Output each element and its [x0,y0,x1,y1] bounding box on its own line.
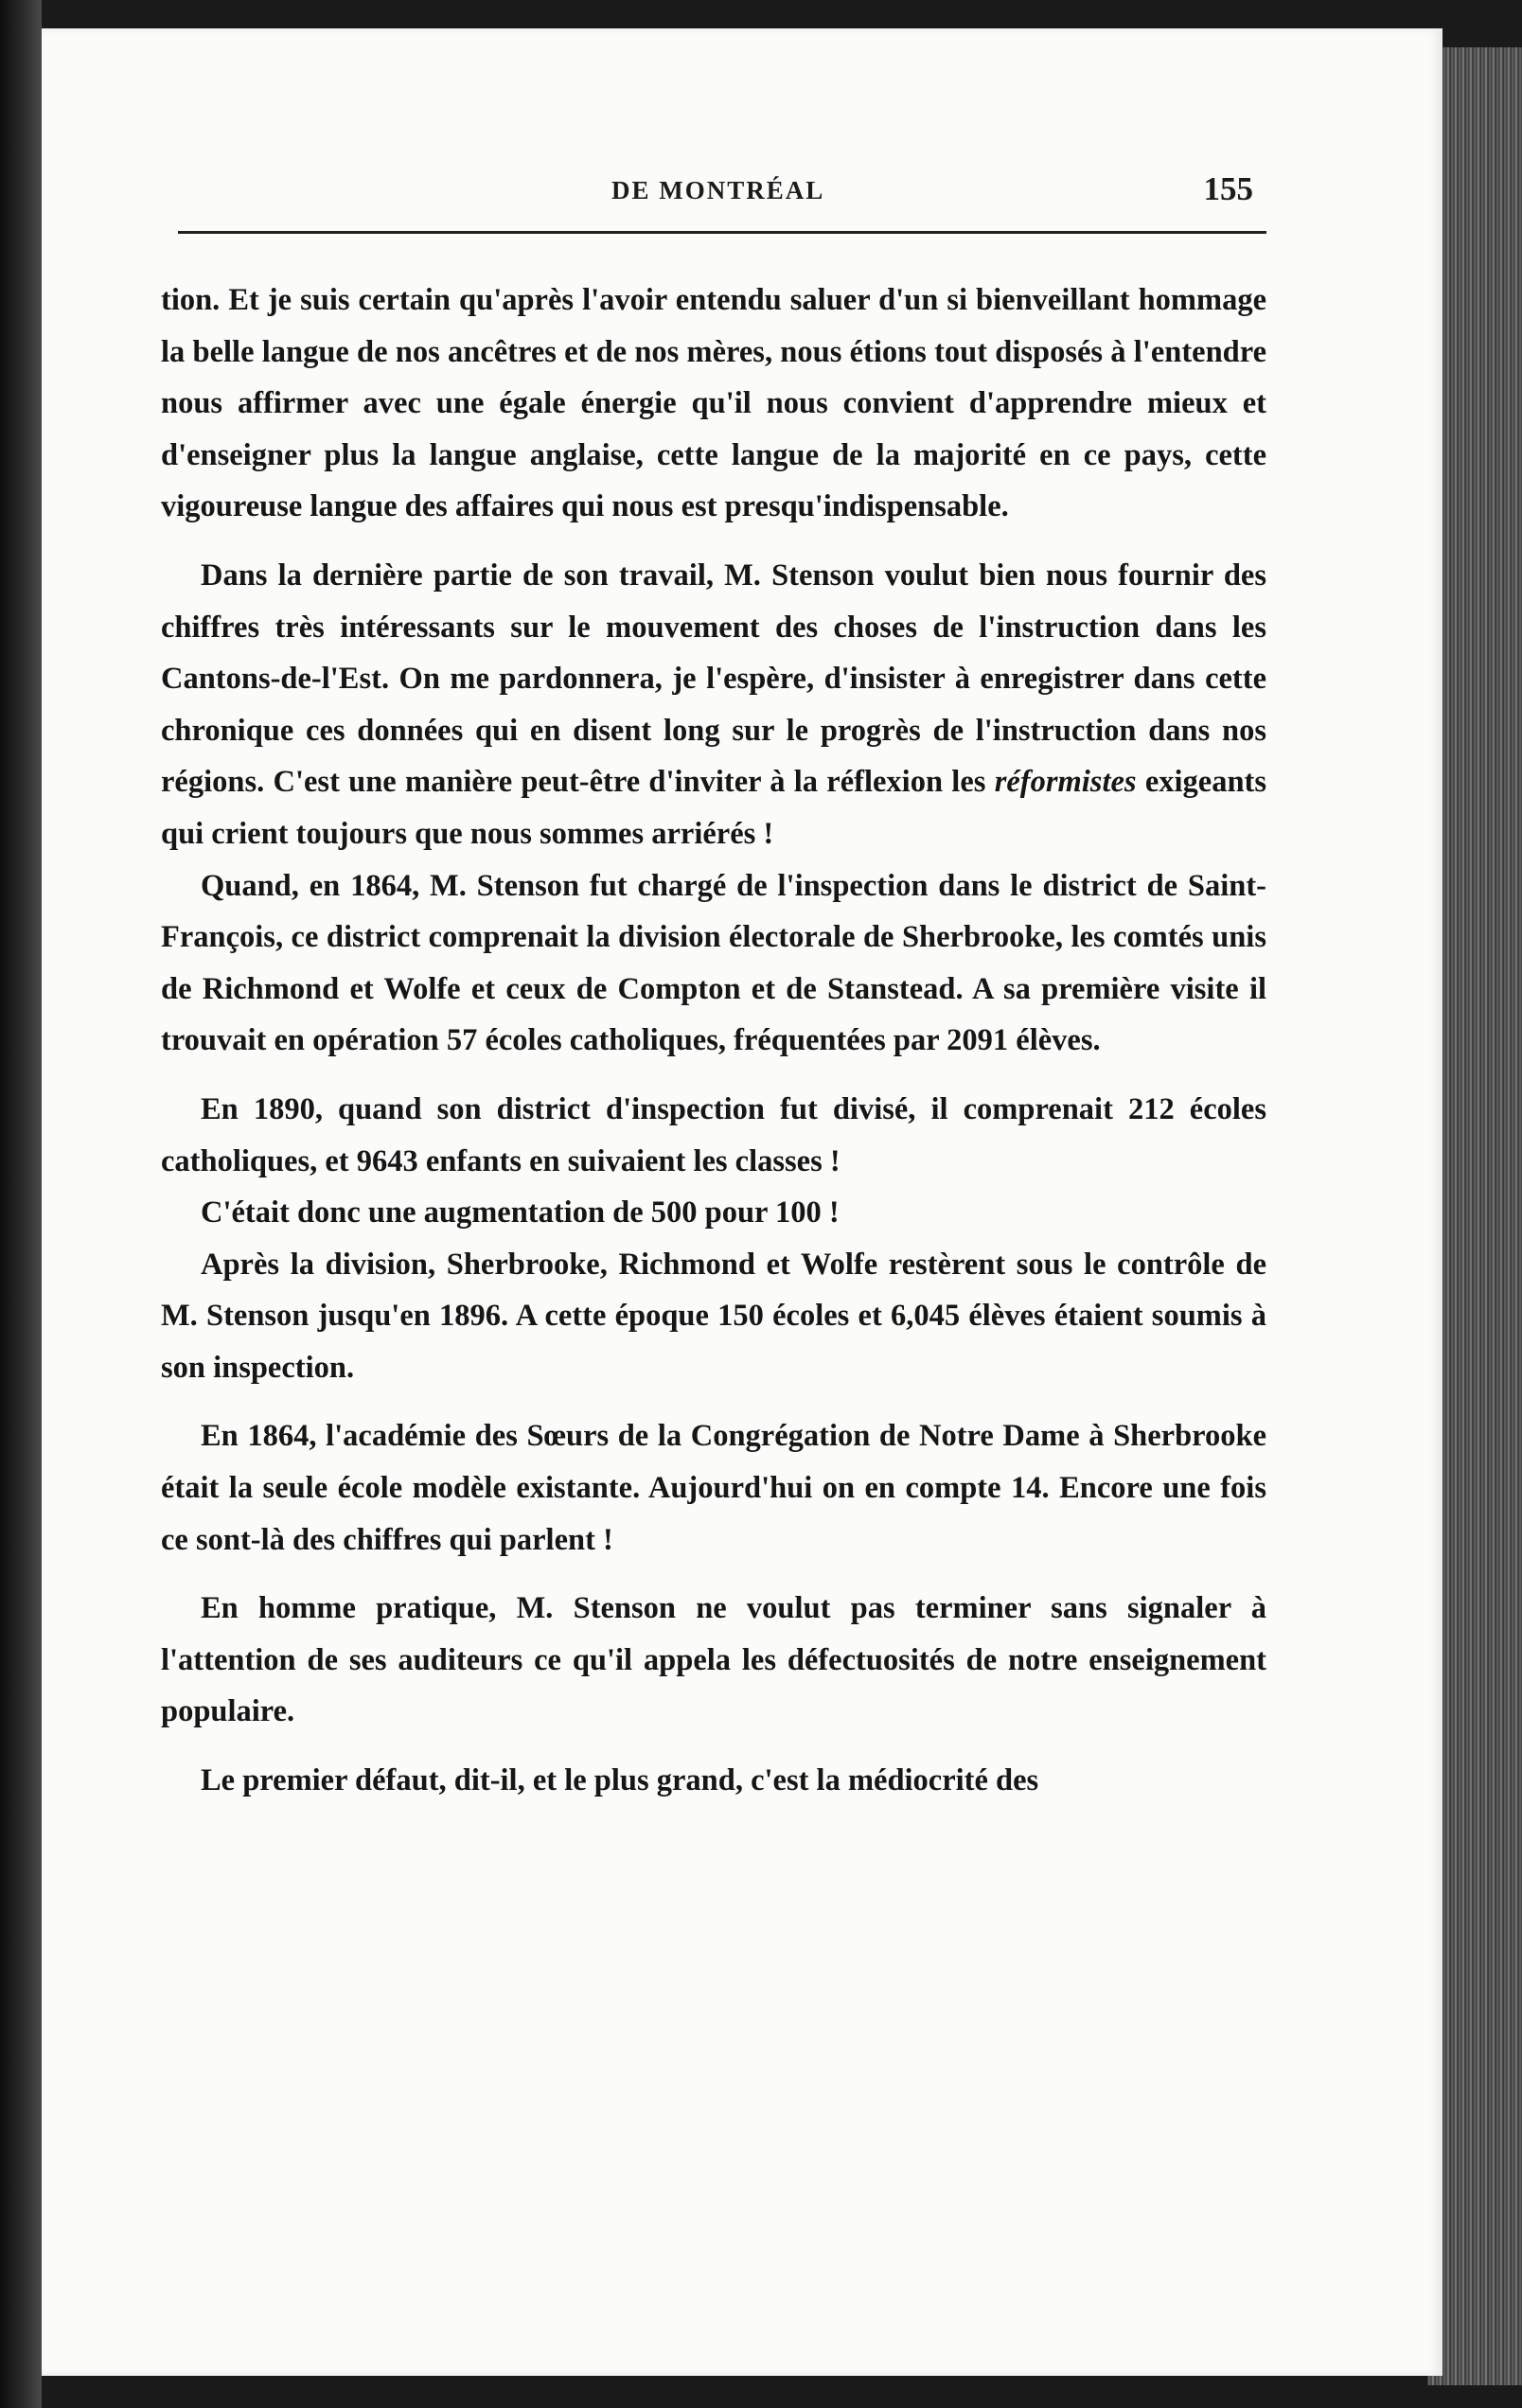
paragraph-premier-defaut: Le premier défaut, dit-il, et le plus grand, c'est la médiocrité des [201,1763,1039,1798]
emphasis-reformistes: réformistes [994,765,1137,800]
page-header [176,170,1265,218]
paragraph-division: Après la division, Sherbrooke, Richmond et Wolfe restèrent sous le contrôle de M. Stenson jusqu'en 1896. A cette époque 150 écoles et 6,045 élèves étaient soumis à son inspection. [161,1247,1266,1385]
header-rule [178,231,1266,234]
paragraph-1890: En 1890, quand son district d'inspection fut divisé, il comprenait 212 écoles catholiques, et 9643 enfants en suivaient les classes ! [161,1091,1266,1178]
paragraph-defectuosites: En homme pratique, M. Stenson ne voulut pas terminer sans signaler à l'attention de ses auditeurs ce qu'il appela les défectuosités de notre enseignement populaire. [161,1591,1266,1729]
paragraph-text: Dans la dernière partie de son travail, M. Stenson voulut bien nous fournir des chiffres très intéressants sur le mouvement des choses de l'instruction dans les Cantons-de-l'Est. On me pardonnera, je l'espère, d'insister à enregistrer dans cette chronique ces données qui en disent long sur le progrès de l'instruction dans nos régions. C'est une manière peut-être d'inviter à la réflexion les [161,558,1266,800]
facing-page-edge [0,0,42,2408]
page-body [161,274,1266,1807]
paragraph-figures-intro [161,550,1266,860]
paragraph-1864: Quand, en 1864, M. Stenson fut chargé de l'inspection dans le district de Saint-François, ce district comprenait la division électorale de Sherbrooke, les comtés unis de Richmond et Wolfe et ceux de Compton et de Stanstead. A sa première visite il trouvait en opération 57 écoles catholiques, fréquentées par 2091 élèves. [161,868,1266,1058]
paragraph-text: exigeants qui crient toujours que nous sommes arriérés ! [161,765,1266,851]
paragraph-academie: En 1864, l'académie des Sœurs de la Congrégation de Notre Dame à Sherbrooke était la seule école modèle existante. Aujourd'hui on en compte 14. Encore une fois ce sont-là des chiffres qui parlent ! [161,1419,1266,1557]
paragraph-continuation: tion. Et je suis certain qu'après l'avoir entendu saluer d'un si bienveillant hommage la belle langue de nos ancêtres et de nos mères, nous étions tout disposés à l'entendre nous affirmer avec une égale énergie qu'il nous convient d'apprendre mieux et d'enseigner plus la langue anglaise, cette langue de la majorité en ce pays, cette vigoureuse langue des affaires qui nous est presqu'indispensable. [161,283,1266,524]
paragraph-augmentation: C'était donc une augmentation de 500 pour 100 ! [201,1195,840,1231]
running-head: DE MONTRÉAL [611,176,825,204]
page-number: 155 [1203,170,1253,207]
